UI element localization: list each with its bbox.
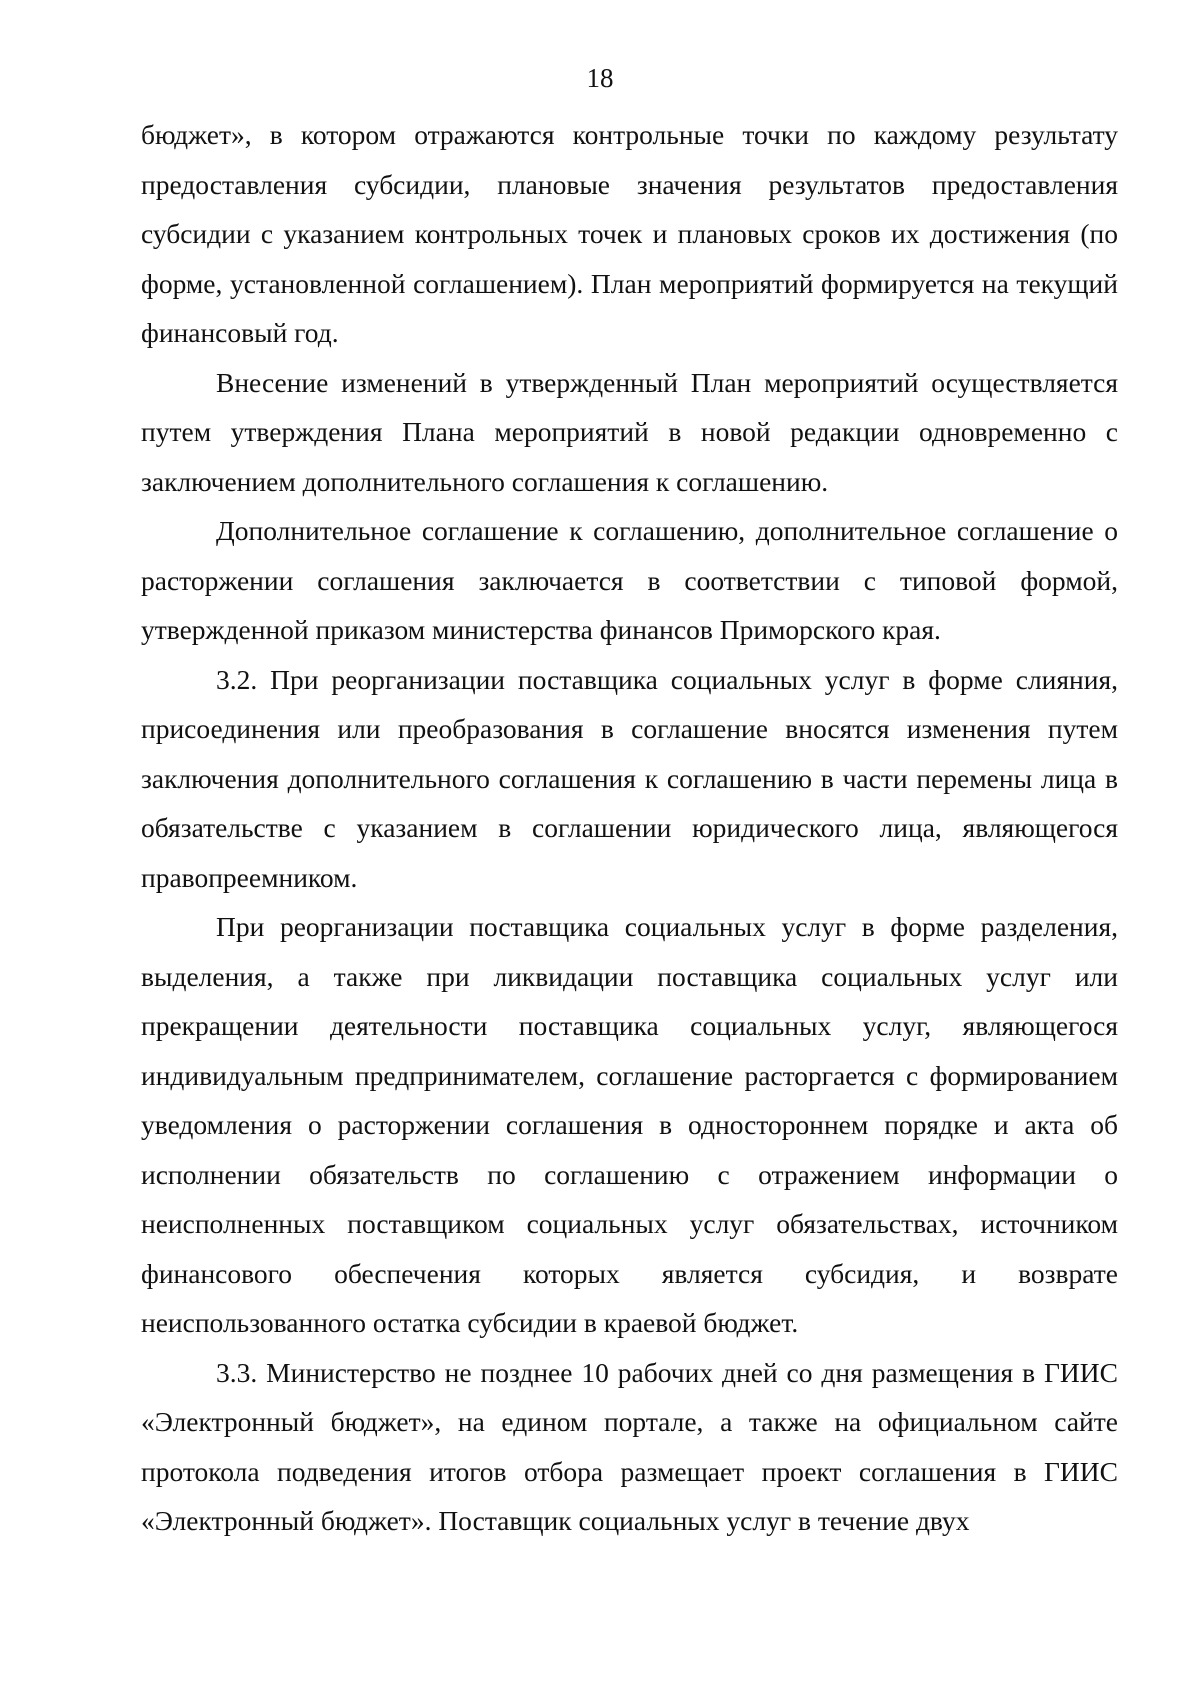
paragraph-section-3-3: 3.3. Министерство не позднее 10 рабочих дней со дня размещения в ГИИС «Электронный бюджет», на едином портале, а также на официальном сайте протокола подведения итогов отбора размещает проект соглашения в ГИИС «Электронный бюджет». Поставщик социальных услуг в течение двух bbox=[141, 1356, 1118, 1536]
paragraph-reorganization-termination: При реорганизации поставщика социальных услуг в форме разделения, выделения, а также при ликвидации поставщика социальных услуг или прекращении деятельности поставщика социальных услуг, являющегося индивидуальным предпринимателем, соглашение расторгается с формированием уведомления о расторжении соглашения в одностороннем порядке и акта об исполнении обязательств по соглашению с отражением информации о неисполненных поставщиком социальных услуг обязательствах, источником финансового обеспечения которых является субсидия, и возврате неиспользованного остатка субсидии в краевой бюджет. bbox=[141, 911, 1118, 1338]
paragraph-plan-continuation: бюджет», в котором отражаются контрольные точки по каждому результату предоставления субсидии, плановые значения результатов предоставления субсидии с указанием контрольных точек и плановых сроков их достижения (по форме, установленной соглашением). План мероприятий формируется на текущий финансовый год. bbox=[141, 119, 1118, 348]
paragraph-additional-agreement: Дополнительное соглашение к соглашению, дополнительное соглашение о расторжении соглашения заключается в соответствии с типовой формой, утвержденной приказом министерства финансов Приморского края. bbox=[141, 515, 1118, 645]
document-body bbox=[141, 110, 1118, 1546]
paragraph-section-3-2: 3.2. При реорганизации поставщика социальных услуг в форме слияния, присоединения или преобразования в соглашение вносятся изменения путем заключения дополнительного соглашения к соглашению в части перемены лица в обязательстве с указанием в соглашении юридического лица, являющегося правопреемником. bbox=[141, 663, 1118, 893]
page-number: 18 bbox=[586, 63, 614, 93]
paragraph-plan-amendment: Внесение изменений в утвержденный План мероприятий осуществляется путем утверждения Плана мероприятий в новой редакции одновременно с заключением дополнительного соглашения к соглашению. bbox=[141, 366, 1118, 497]
